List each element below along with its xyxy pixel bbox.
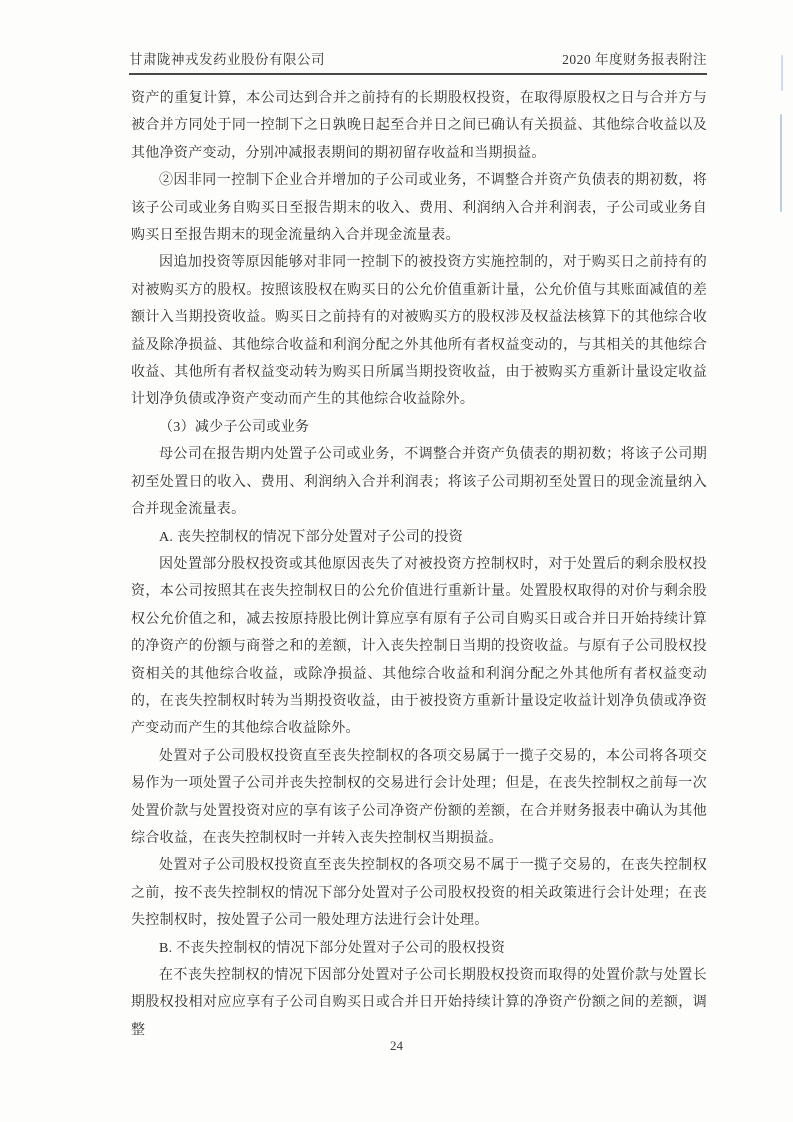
subsection-heading: B. 不丧失控制权的情况下部分处置对子公司的股权投资	[159, 940, 506, 956]
paragraph: ②因非同一控制下企业合并增加的子公司或业务，不调整合并资产负债表的期初数，将该子公司或业务自购买日至报告期末的收入、费用、利润纳入合并利润表，子公司或业务自购买日至报告期末的现金流量纳入合并现金流量表。	[131, 173, 707, 244]
paragraph: 因追加投资等原因能够对非同一控制下的被投资方实施控制的，对于购买日之前持有的对被购买方的股权。按照该股权在购买日的公允价值重新计量，公允价值与其账面减值的差额计入当期投资收益。购买日之前持有的对被购买方的股权涉及权益法核算下的其他综合收益及除净损益、其他综合收益和利润分配之外其他所有者权益变动的，与其相关的其他综合收益、其他所有者权益变动转为购买日所属当期投资收益，由于被购买方重新计量设定收益计划净负债或净资产变动而产生的其他综合收益除外。	[131, 255, 707, 408]
company-name: 甘肃陇神戎发药业股份有限公司	[129, 52, 325, 67]
document-body	[131, 85, 707, 1044]
scan-artifact	[781, 55, 783, 91]
paragraph-continuation: 资产的重复计算，本公司达到合并之前持有的长期股权投资，在取得原股权之日与合并方与被合并方同处于同一控制下之日孰晚日起至合并日之间已确认有关损益、其他综合收益以及其他净资产变动，分别冲减报表期间的期初留存收益和当期损益。	[131, 91, 707, 161]
scan-artifact	[780, 114, 782, 212]
paragraph: 处置对子公司股权投资直至丧失控制权的各项交易不属于一揽子交易的，在丧失控制权之前，按不丧失控制权的情况下部分处置对子公司股权投资的相关政策进行会计处理；在丧失控制权时，按处置子公司一般处理方法进行会计处理。	[131, 858, 707, 929]
report-title: 2020 年度财务报表附注	[562, 52, 707, 67]
paragraph: 因处置部分股权投资或其他原因丧失了对被投资方控制权时，对于处置后的剩余股权投资，本公司按照其在丧失控制权日的公允价值进行重新计量。处置股权取得的对价与剩余股权公允价值之和，减去按原持股比例计算应享有原有子公司自购买日或合并日开始持续计算的净资产的份额与商誉之和的差额，计入丧失控制日当期的投资收益。与原有子公司股权投资相关的其他综合收益，或除净损益、其他综合收益和利润分配之外其他所有者权益变动的，在丧失控制权时转为当期投资收益，由于被投资方重新计量设定收益计划净负债或净资产变动而产生的其他综合收益除外。	[131, 556, 707, 737]
page-header	[129, 48, 707, 75]
page-footer	[0, 1038, 793, 1054]
page-number: 24	[390, 1038, 403, 1053]
section-heading: （3）减少子公司或业务	[159, 419, 310, 435]
paragraph: 母公司在报告期内处置子公司或业务，不调整合并资产负债表的期初数；将该子公司期初至处置日的收入、费用、利润纳入合并利润表；将该子公司期初至处置日的现金流量纳入合并现金流量表。	[131, 447, 707, 518]
paragraph: 处置对子公司股权投资直至丧失控制权的各项交易属于一揽子交易的，本公司将各项交易作为一项处置子公司并丧失控制权的交易进行会计处理；但是，在丧失控制权之前每一次处置价款与处置投资对应的享有该子公司净资产份额的差额，在合并财务报表中确认为其他综合收益，在丧失控制权时一并转入丧失控制权当期损益。	[131, 748, 707, 846]
subsection-heading: A. 丧失控制权的情况下部分处置对子公司的投资	[159, 529, 464, 545]
paragraph: 在不丧失控制权的情况下因部分处置对子公司长期股权投资而取得的处置价款与处置长期股权投相对应应享有子公司自购买日或合并日开始持续计算的净资产份额之间的差额，调整	[131, 968, 707, 1038]
